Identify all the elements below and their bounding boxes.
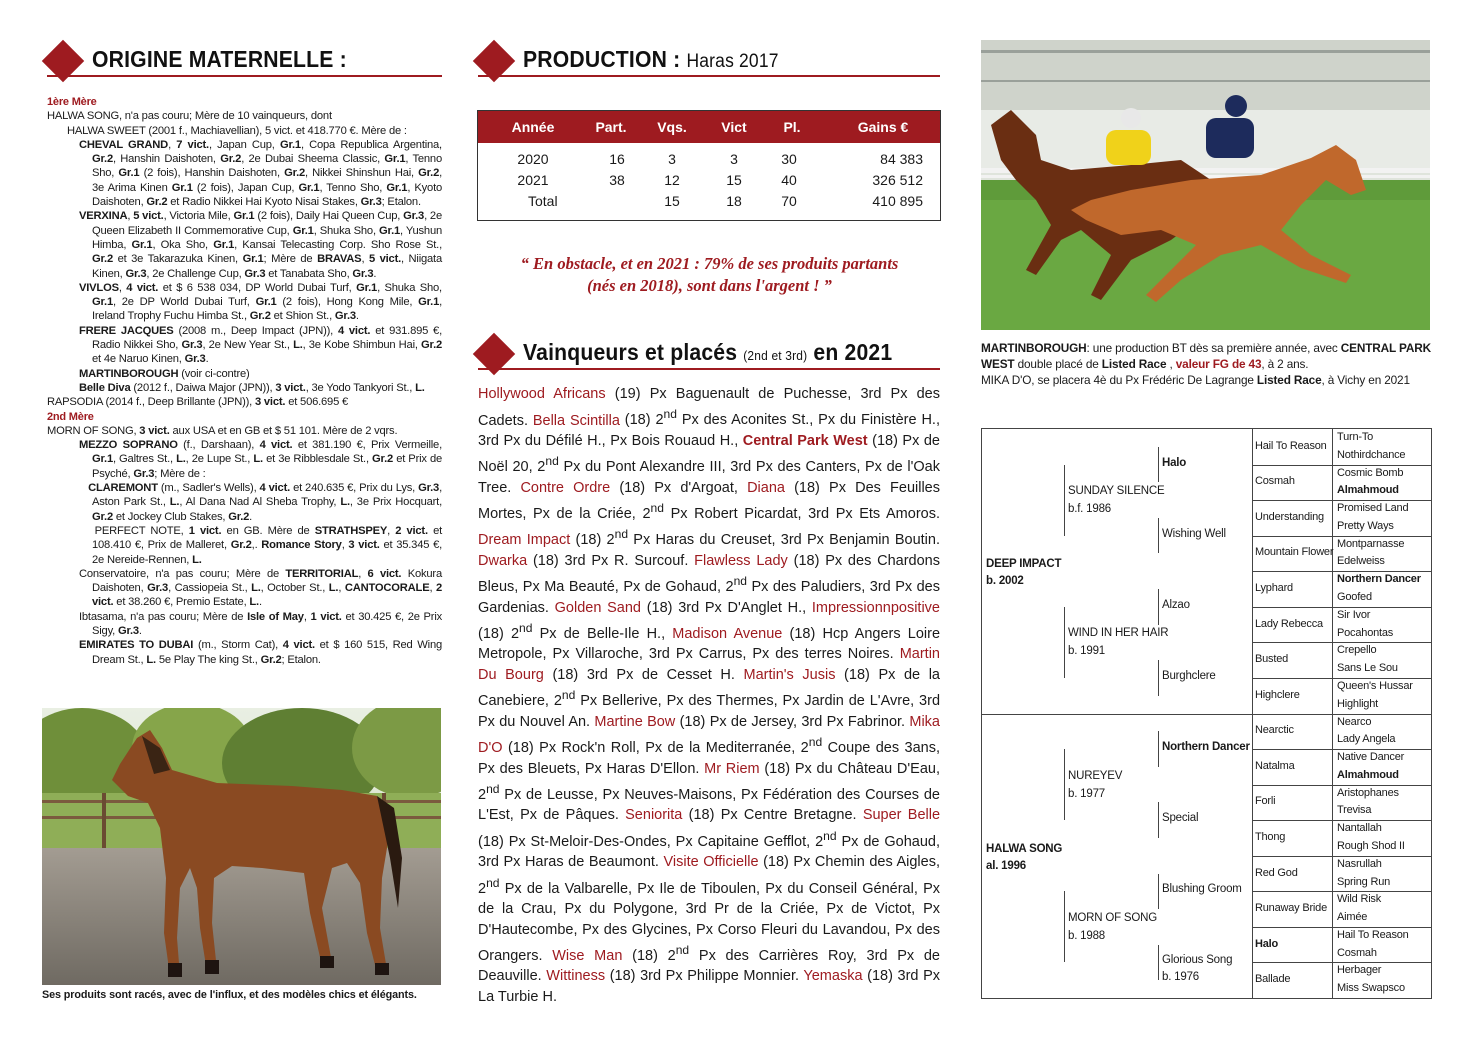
pedigree-gen5-name: Turn-To (1337, 431, 1374, 443)
cell-part: 38 (609, 172, 625, 188)
pedigree-gen4-name: Natalma (1255, 759, 1295, 772)
horse-name: Mr Riem (704, 760, 760, 777)
pedigree-bracket (1064, 891, 1065, 962)
section-rule (47, 75, 442, 77)
production-title-text: PRODUCTION : (523, 46, 681, 72)
horse-results: (18) Px Centre Bretagne. (682, 807, 863, 824)
horse-results: (18) 3rd Px de Cesset H. (543, 666, 744, 683)
first-dam-lines (47, 109, 442, 409)
horse-results: (18) Px de Noël 20, 2nd Px du Pont Alexandre III, 3rd Px des Canters, Px de l'Oak Tree. (478, 432, 940, 496)
pedigree-gen3-name: Special (1162, 812, 1199, 825)
pedigree-gen5-name: Crepello (1337, 644, 1377, 657)
horse-results: (18) Hcp Angers Loire Metropole, Px Villaroche, 3rd Px Carrus, Px des terres Noires. (478, 625, 941, 663)
horse-name: Dream Impact (478, 532, 571, 549)
pedigree-gen4-name: Highclere (1255, 688, 1300, 701)
winners-title-a: Vainqueurs et placés (523, 339, 738, 365)
obstacle-quote (477, 253, 942, 297)
maternal-line: CLAREMONT (m., Sadler's Wells), 4 vict. et 240.635 €, Prix du Lys, Gr.3, Aston Park St., L., Al Dana Nad Al Sheba Trophy, L., 3e Prix Hocquart, Gr.2 et Jockey Club Stakes, Gr.2. (88, 482, 442, 523)
pedigree-bracket (1158, 518, 1159, 554)
pedigree-gen4-name: Nearctic (1255, 724, 1294, 737)
maternal-line: VIVLOS, 4 vict. et $ 6 538 034, DP World Dubai Turf, Gr.1, Shuka Sho, Gr.1, 2e DP World Dubai Turf, Gr.1 (2 fois), Hong Kong Mile, Gr.1, Ireland Trophy Fuchu Himba St., Gr.2 et Shion St., Gr.3. (79, 281, 443, 323)
pedigree-gen2-info: b. 1988 (1068, 929, 1105, 942)
horse-results: (18) 2nd Px des Carrières Roy, 3rd Px de Deauville. (478, 943, 940, 985)
pedigree-gen4-name: Red God (1255, 866, 1298, 879)
pedigree-gen5-name: Edelweiss (1337, 555, 1385, 568)
pedigree-gen5-name: Aimée (1337, 911, 1368, 924)
production-table (477, 110, 941, 221)
pedigree-gen2-name: WIND IN HER HAIR (1068, 627, 1169, 640)
pedigree-gen4-name: Runaway Bride (1255, 902, 1327, 915)
pedigree-bracket (1158, 945, 1159, 981)
pedigree-gen5-name: Nearco (1337, 715, 1372, 728)
pedigree-gen5-name: Cosmah (1337, 946, 1377, 959)
horse-name: Bella Scintilla (532, 412, 620, 429)
origine-maternelle-header (40, 40, 442, 80)
horse-results: (18) Px Rock'n Roll, Px de la Mediterranée, 2nd Coupe des 3ans, Px des Bleuets, Px Haras D'Ellon. (478, 735, 940, 777)
pedigree-bracket (1064, 607, 1065, 678)
horse-photo (42, 708, 441, 985)
horse-name: Central Park West (742, 432, 868, 449)
cell-gains: 410 895 (872, 193, 923, 209)
cell-gains: 326 512 (872, 172, 923, 188)
horse-results: (18) 2nd Px de Belle-Ile H., (478, 621, 673, 642)
maternal-line: EMIRATES TO DUBAI (m., Storm Cat), 4 vict. et $ 160 515, Red Wing Dream St., L. 5e Play The king St., Gr.2; Etalon. (79, 639, 442, 666)
horse-name: Martin Du Bourg (478, 646, 940, 683)
production-table-header (478, 111, 940, 143)
horse-name: Martine Bow (594, 713, 676, 730)
pedigree-bracket (1158, 802, 1159, 838)
section-rule (478, 75, 940, 77)
pedigree-gen5-name: Miss Swapsco (1337, 982, 1405, 995)
pedigree-gen4-name: Thong (1255, 830, 1286, 843)
pedigree-bracket (1064, 749, 1065, 820)
cell-year: Total (528, 193, 558, 209)
first-dam-label: 1ère Mère (47, 96, 97, 108)
horse-results: (18) Px d'Argoat, (610, 479, 748, 496)
pedigree-gen3-info: b. 1976 (1162, 971, 1199, 984)
horse-name: Super Belle (862, 807, 941, 824)
cell-pl: 40 (781, 172, 797, 188)
pedigree-gen4-name: Lady Rebecca (1255, 617, 1323, 630)
pedigree-bracket (1158, 589, 1159, 625)
col-header-pl: Pl. (783, 119, 801, 135)
pedigree-gen4-name: Understanding (1255, 510, 1324, 523)
cell-vict: 18 (726, 193, 742, 209)
horse-results: (18) 3rd Px La Turbie H. (478, 968, 941, 1005)
race-finish-image (981, 40, 1430, 330)
pedigree-gen2-info: b. 1991 (1068, 645, 1105, 658)
pedigree-gen4-name: Forli (1255, 795, 1276, 808)
pedigree-gen3-name: Wishing Well (1162, 527, 1226, 540)
maternal-line: Belle Diva (2012 f., Daiwa Major (JPN)), 3 vict., 3e Yodo Tankyori St., L. (79, 381, 425, 394)
pedigree-gen5-name: Highlight (1337, 697, 1379, 710)
pedigree-bracket (1158, 447, 1159, 483)
pedigree-gen5-name: Aristophanes (1337, 786, 1399, 799)
section-rule (478, 368, 940, 370)
horse-name: Flawless Lady (694, 552, 788, 569)
winners-title-b: en 2021 (813, 339, 893, 365)
pedigree-bracket (1064, 465, 1065, 536)
horse-name: Hollywood Africans (478, 386, 606, 402)
pedigree-gen1-name: HALWA SONG (986, 842, 1063, 855)
production-title (523, 46, 779, 73)
horse-results: (18) Px Chemin des Aigles, 2nd Px de la Valbarelle, Px Ile de Tiboulen, Px du Conseil Général, Px de la Crau, Px du Polygone, 3rd Pr de la Criée, Px de Victot, Px D'Hautecombe, Px des Glycines, Px Corso Fleuri du Lavandou, Px des Orangers. (478, 854, 940, 964)
horse-name: Yemaska (803, 968, 863, 985)
pedigree-gen5-name: Montparnasse (1337, 537, 1405, 550)
horse-name: Visite Officielle (663, 854, 759, 871)
maternal-line: Conservatoire, n'a pas couru; Mère de TERRITORIAL, 6 vict. Kokura Daishoten, Gr.3, Cassiopeia St., L., October St., L., CANTOCORALE, 2 vict. et 38.260 €, Premio Estate, L.. (79, 567, 442, 609)
production-subtitle: Haras 2017 (686, 51, 779, 72)
cell-vqs: 15 (664, 193, 680, 209)
pedigree-gen5-name: Pocahontas (1337, 626, 1394, 639)
horse-results: (18) Px du Château D'Eau, 2nd Px de Leusse, Px Neuves-Maisons, Px Fédération des Courses de L'Est, Px de Pâques. (478, 760, 940, 824)
horse-name: Golden Sand (554, 599, 641, 616)
pedigree-gen5-name: Northern Dancer (1337, 573, 1421, 586)
quote-line-1: “ En obstacle, et en 2021 : 79% de ses produits partants (520, 254, 899, 273)
cell-gains: 84 383 (880, 151, 923, 167)
horse-results: (18) Px Des Feuilles Mortes, Px de la Criée, 2nd Px Robert Picardat, 3rd Px Ets Amoros. (478, 479, 940, 522)
pedigree-gen3-name: Glorious Song (1162, 954, 1233, 967)
pedigree-gen5-name: Sans Le Sou (1337, 662, 1398, 675)
pedigree-gen5-name: Herbager (1337, 964, 1382, 977)
pedigree-gen5-name: Nothirdchance (1337, 448, 1406, 461)
pedigree-gen4-name: Ballade (1255, 973, 1291, 986)
pedigree-gen3-name: Northern Dancer (1162, 741, 1250, 754)
col-header-vqs: Vqs. (657, 119, 687, 135)
horse-results: (18) Px de la Canebiere, 2nd Px Bellerive, Px des Thermes, Px Jardin de L'Avre, 3rd Px du Nouvel An. (478, 666, 941, 730)
cell-pl: 70 (781, 193, 797, 209)
winners-title-small: (2nd et 3rd) (743, 348, 808, 363)
horse-results: (18) Px des Chardons Bleus, Px Ma Beauté, Px de Gohaud, 2nd Px des Paludiers, 3rd Px des Gardenias. (478, 552, 940, 616)
horse-results: (18) 3rd Px D'Anglet H., (641, 599, 812, 616)
pedigree-bracket (1158, 874, 1159, 910)
maternal-line: PERFECT NOTE, 1 vict. en GB. Mère de STRATHSPEY, 2 vict. et 108.410 €, Prix de Malleret, Gr.2,. Romance Story, 3 vict. et 35.345 €, 2e Nereide-Rennen, L. (79, 524, 442, 566)
race-caption-text: MARTINBOROUGH: une production BT dès sa première année, avec CENTRAL PARK WEST double placé de Listed Race , valeur FG de 43, à 2 ans. MIKA D'O, se placera 4è du Px Frédéric De Lagrange Listed Race, à Vichy en 2021 (981, 341, 1431, 387)
horse-name: Wise Man (552, 947, 623, 964)
pedigree-gen4-name: Lyphard (1255, 582, 1293, 595)
horse-standing-image (42, 708, 441, 985)
col-header-part: Part. (595, 119, 627, 135)
horse-name: Dwarka (478, 552, 528, 569)
cell-year: 2020 (517, 151, 549, 167)
cell-year: 2021 (517, 172, 549, 188)
section-title: ORIGINE MATERNELLE : (92, 46, 347, 72)
cell-vict: 3 (730, 151, 738, 167)
winners-header (471, 333, 941, 373)
cell-vqs: 12 (664, 172, 680, 188)
pedigree-gen4-name: Cosmah (1255, 475, 1295, 488)
col-header-annee: Année (511, 119, 555, 135)
pedigree-gen5-name: Wild Risk (1337, 893, 1382, 906)
maternal-line: RAPSODIA (2014 f., Deep Brillante (JPN)), 3 vict. et 506.695 € (47, 396, 349, 409)
second-dam-label: 2nd Mère (47, 410, 94, 423)
pedigree-gen5-name: Almahmoud (1337, 768, 1399, 781)
pedigree-gen5-name: Rough Shod II (1337, 839, 1405, 852)
pedigree-bracket (1158, 660, 1159, 696)
pedigree-gen2-name: NUREYEV (1068, 769, 1123, 782)
pedigree-gen1-info: al. 1996 (986, 859, 1026, 872)
maternal-line: MARTINBOROUGH (voir ci-contre) (79, 367, 250, 380)
pedigree-gen5-name: Promised Land (1337, 502, 1409, 515)
col-header-vict: Vict (721, 119, 747, 135)
pedigree-gen4-name: Hail To Reason (1255, 439, 1327, 452)
horse-name: Contre Ordre (520, 479, 611, 496)
horse-results: (18) 3rd Px R. Surcouf. (527, 552, 695, 569)
race-photo (981, 40, 1430, 330)
pedigree-bracket (1158, 731, 1159, 767)
pedigree-gen3-name: Alzao (1162, 598, 1190, 611)
horse-results: (18) 2nd Px Haras du Creuset, 3rd Px Benjamin Boutin. (570, 527, 940, 549)
maternal-line: MEZZO SOPRANO (f., Darshaan), 4 vict. et 381.190 €, Prix Vermeille, Gr.1, Galtres St., L., 2e Lupe St., L. et 3e Ribblesdale St., Gr.2 et Prix de Psyché, Gr.3; Mère de : (79, 439, 442, 480)
cell-vict: 15 (726, 172, 742, 188)
pedigree-gen4-name: Mountain Flower (1255, 546, 1334, 559)
pedigree-gen4-name: Halo (1255, 937, 1279, 950)
horse-name: Seniorita (625, 807, 683, 824)
maternal-line: VERXINA, 5 vict., Victoria Mile, Gr.1 (2 fois), Daily Hai Queen Cup, Gr.3, 2e Queen Elizabeth II Commemorative Cup, Gr.1, Shuka Sho, Gr.1, Yushun Himba, Gr.1, Oka Sho, Gr.1, Kansai Telecasting Corp. Sho Rose St., Gr.2 et 3e Takarazuka Kinen, Gr.1; Mère de BRAVAS, 5 vict., Niigata Kinen, Gr.3, 2e Challenge Cup, Gr.3 et Tanabata Sho, Gr.3. (79, 210, 442, 280)
pedigree-gen2-info: b.f. 1986 (1068, 503, 1111, 516)
pedigree-gen5-name: Nantallah (1337, 822, 1382, 835)
horse-name: Mika D'O (478, 713, 940, 757)
pedigree-gen1-info: b. 2002 (986, 575, 1024, 588)
horse-name: Madison Avenue (672, 625, 783, 642)
pedigree-gen5-name: Native Dancer (1337, 751, 1405, 764)
maternal-line: MORN OF SONG, 3 vict. aux USA et en GB et $ 51 101. Mère de 2 vqrs. (47, 424, 398, 437)
pedigree-gen4-name: Busted (1255, 653, 1289, 666)
horse-name: Diana (747, 479, 785, 496)
horse-results: (18) 2nd Px des Aconites St., Px du Finistère H., 3rd Px du Défilé H., Px Bois Rouaud H., (478, 407, 940, 449)
pedigree-gen3-name: Burghclere (1162, 669, 1216, 682)
race-photo-caption (981, 340, 1433, 388)
pedigree-gen5-name: Goofed (1337, 591, 1372, 604)
horse-results: (18) Px St-Meloir-Des-Ondes, Px Capitaine Gefflot, 2nd Px de Gohaud, 3rd Px Haras de Beaumont. (478, 828, 941, 871)
maternal-line: HALWA SWEET (2001 f., Machiavellian), 5 vict. et 418.770 €. Mère de : (67, 124, 407, 137)
second-dam-lines (47, 424, 442, 667)
maternal-line: FRERE JACQUES (2008 m., Deep Impact (JPN)), 4 vict. et 931.895 €, Radio Nikkei Sho, Gr.3, 2e New Year St., L., 3e Kobe Shimbun Hai, Gr.2 et 4e Naruo Kinen, Gr.3. (79, 324, 442, 366)
maternal-line: HALWA SONG, n'a pas couru; Mère de 10 vainqueurs, dont (47, 110, 332, 123)
quote-line-2: (nés en 2018), sont dans l'argent ! ” (587, 276, 832, 295)
pedigree-gen5-name: Cosmic Bomb (1337, 466, 1404, 479)
pedigree-gen5-name: Lady Angela (1337, 733, 1396, 746)
pedigree-chart (981, 428, 1432, 999)
maternal-text (47, 95, 442, 667)
maternal-line: Ibtasama, n'a pas couru; Mère de Isle of May, 1 vict. et 30.425 €, 2e Prix Sigy, Gr.3. (79, 610, 443, 637)
cell-vqs: 3 (668, 151, 676, 167)
horse-results: (19) Px Baguenault de Puchesse, 3rd Px des Cadets. (478, 386, 940, 429)
pedigree-gen5-name: Nasrullah (1337, 857, 1382, 870)
winners-list (478, 384, 940, 1007)
pedigree-gen3-name: Halo (1162, 456, 1187, 469)
cell-part: 16 (609, 151, 625, 167)
pedigree-gen5-name: Sir Ivor (1337, 608, 1371, 621)
pedigree-gen3-name: Blushing Groom (1162, 883, 1242, 896)
production-header (471, 40, 941, 80)
pedigree-gen5-name: Hail To Reason (1337, 928, 1409, 941)
horse-name: Impressionnpositive (811, 599, 940, 616)
pedigree-gen5-name: Queen's Hussar (1337, 679, 1413, 692)
horse-name: Martin's Jusis (743, 666, 836, 683)
maternal-line: CHEVAL GRAND, 7 vict., Japan Cup, Gr.1, Copa Republica Argentina, Gr.2, Hanshin Daishoten, Gr.2, 2e Dubai Sheema Classic, Gr.1, Tenno Sho, Gr.1 (2 fois), Hanshin Daishoten, Gr.2, Nikkei Shinshun Hai, Gr.2, 3e Arima Kinen Gr.1 (2 fois), Japan Cup, Gr.1, Tenno Sho, Gr.1, Kyoto Daishoten, Gr.2 et Radio Nikkei Hai Kyoto Nisai Stakes, Gr.3; Etalon. (79, 138, 443, 209)
pedigree-gen2-name: MORN OF SONG (1068, 911, 1157, 924)
horse-name: Wittiness (546, 968, 606, 985)
pedigree-gen5-name: Trevisa (1337, 804, 1372, 817)
pedigree-gen5-name: Pretty Ways (1337, 519, 1394, 532)
pedigree-gen2-info: b. 1977 (1068, 787, 1105, 800)
cell-pl: 30 (781, 151, 797, 167)
horse-results: (18) 3rd Px Philippe Monnier. (605, 968, 804, 985)
pedigree-gen2-name: SUNDAY SILENCE (1068, 485, 1165, 498)
horse-results: (18) Px de Jersey, 3rd Px Fabrinor. (675, 713, 910, 730)
pedigree-gen1-name: DEEP IMPACT (986, 558, 1062, 571)
pedigree-gen5-name: Almahmoud (1337, 484, 1399, 497)
horse-photo-caption: Ses produits sont racés, avec de l'influx, et des modèles chics et élégants. (42, 989, 417, 1001)
pedigree-gen5-name: Spring Run (1337, 875, 1391, 888)
winners-title (523, 339, 892, 366)
col-header-gains: Gains € (857, 119, 909, 135)
